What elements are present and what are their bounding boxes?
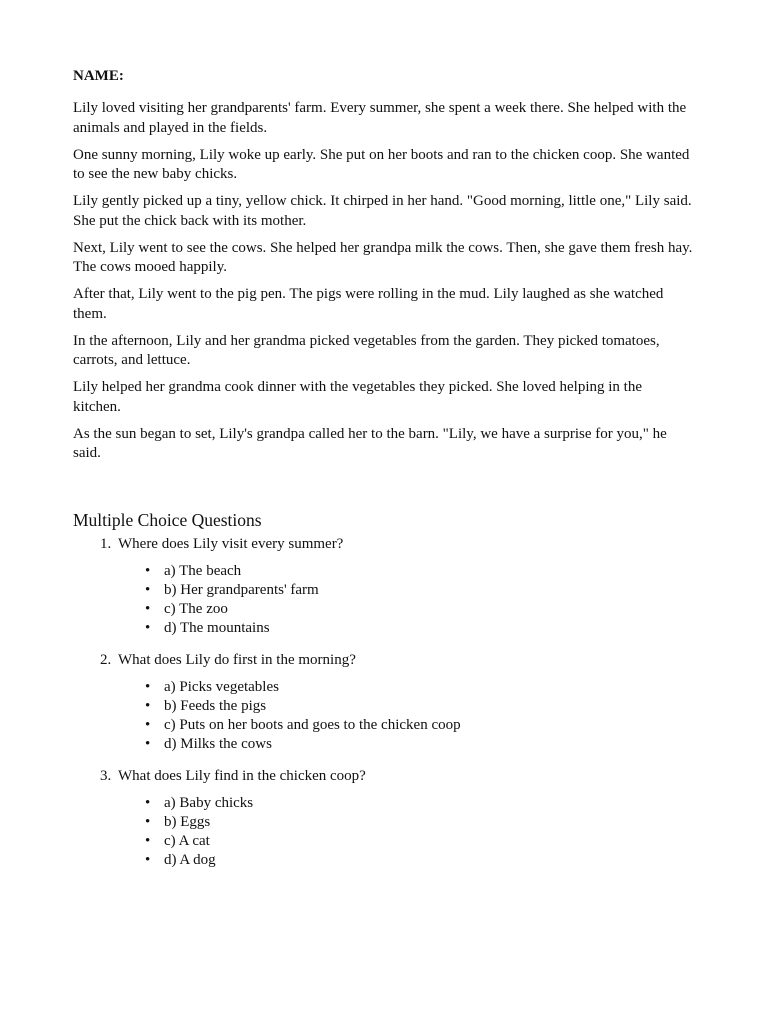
option-list — [73, 678, 693, 754]
option-label: d) Milks the cows — [164, 735, 272, 752]
bullet-icon: • — [145, 619, 151, 636]
option-item — [73, 794, 693, 813]
story-paragraph: Lily loved visiting her grandparents' farm. Every summer, she spent a week there. She helped with the animals and played in the fields. — [73, 100, 687, 136]
option-label: b) Feeds the pigs — [164, 697, 267, 714]
question-2 — [73, 651, 693, 754]
story-paragraph: One sunny morning, Lily woke up early. She put on her boots and ran to the chicken coop. She wanted to see the new baby chicks. — [73, 146, 690, 182]
story-paragraph: As the sun began to set, Lily's grandpa called her to the barn. "Lily, we have a surprise for you," he said. — [73, 425, 667, 461]
question-number: 1. — [100, 535, 112, 552]
option-label: d) The mountains — [164, 619, 270, 636]
option-item — [73, 678, 693, 697]
option-label: a) The beach — [164, 562, 242, 579]
story-paragraph: Lily helped her grandma cook dinner with the vegetables they picked. She loved helping in the kitchen. — [73, 379, 643, 415]
option-label: c) A cat — [164, 832, 210, 849]
story-paragraph: Next, Lily went to see the cows. She helped her grandpa milk the cows. Then, she gave them fresh hay. The cows mooed happily. — [73, 239, 693, 275]
bullet-icon: • — [145, 735, 151, 752]
option-label: a) Picks vegetables — [164, 678, 279, 695]
story — [73, 99, 693, 464]
option-item — [73, 813, 693, 832]
question-list — [73, 535, 693, 870]
bullet-icon: • — [145, 562, 151, 579]
option-label: d) A dog — [164, 851, 216, 868]
option-label: b) Eggs — [164, 813, 211, 830]
question-prompt: Where does Lily visit every summer? — [118, 535, 344, 552]
story-paragraph: In the afternoon, Lily and her grandma picked vegetables from the garden. They picked tomatoes, carrots, and lettuce. — [73, 332, 660, 368]
question-text — [73, 535, 693, 554]
bullet-icon: • — [145, 832, 151, 849]
option-label: b) Her grandparents' farm — [164, 581, 319, 598]
option-label: a) Baby chicks — [164, 794, 254, 811]
story-paragraph: Lily gently picked up a tiny, yellow chick. It chirped in her hand. "Good morning, little one," Lily said. She put the chick back with its mother. — [73, 193, 692, 229]
question-text — [73, 767, 693, 786]
option-list — [73, 794, 693, 870]
option-label: c) The zoo — [164, 600, 228, 617]
bullet-icon: • — [145, 813, 151, 830]
story-paragraph: After that, Lily went to the pig pen. The pigs were rolling in the mud. Lily laughed as she watched them. — [73, 286, 664, 322]
question-1 — [73, 535, 693, 638]
bullet-icon: • — [145, 851, 151, 868]
option-item — [73, 735, 693, 754]
option-item — [73, 851, 693, 870]
option-item — [73, 697, 693, 716]
question-prompt: What does Lily do first in the morning? — [118, 651, 356, 668]
question-number: 2. — [100, 651, 112, 668]
option-item — [73, 832, 693, 851]
question-prompt: What does Lily find in the chicken coop? — [118, 767, 366, 784]
bullet-icon: • — [145, 581, 151, 598]
option-list — [73, 562, 693, 638]
question-text — [73, 651, 693, 670]
bullet-icon: • — [145, 794, 151, 811]
question-number: 3. — [100, 767, 112, 784]
option-item — [73, 581, 693, 600]
worksheet-page — [73, 66, 693, 883]
bullet-icon: • — [145, 600, 151, 617]
question-3 — [73, 767, 693, 870]
name-label: NAME: — [73, 68, 124, 84]
option-item — [73, 600, 693, 619]
option-item — [73, 716, 693, 735]
bullet-icon: • — [145, 678, 151, 695]
mcq-title: Multiple Choice Questions — [73, 509, 262, 530]
option-label: c) Puts on her boots and goes to the chicken coop — [164, 716, 461, 733]
option-item — [73, 619, 693, 638]
option-item — [73, 562, 693, 581]
bullet-icon: • — [145, 697, 151, 714]
bullet-icon: • — [145, 716, 151, 733]
